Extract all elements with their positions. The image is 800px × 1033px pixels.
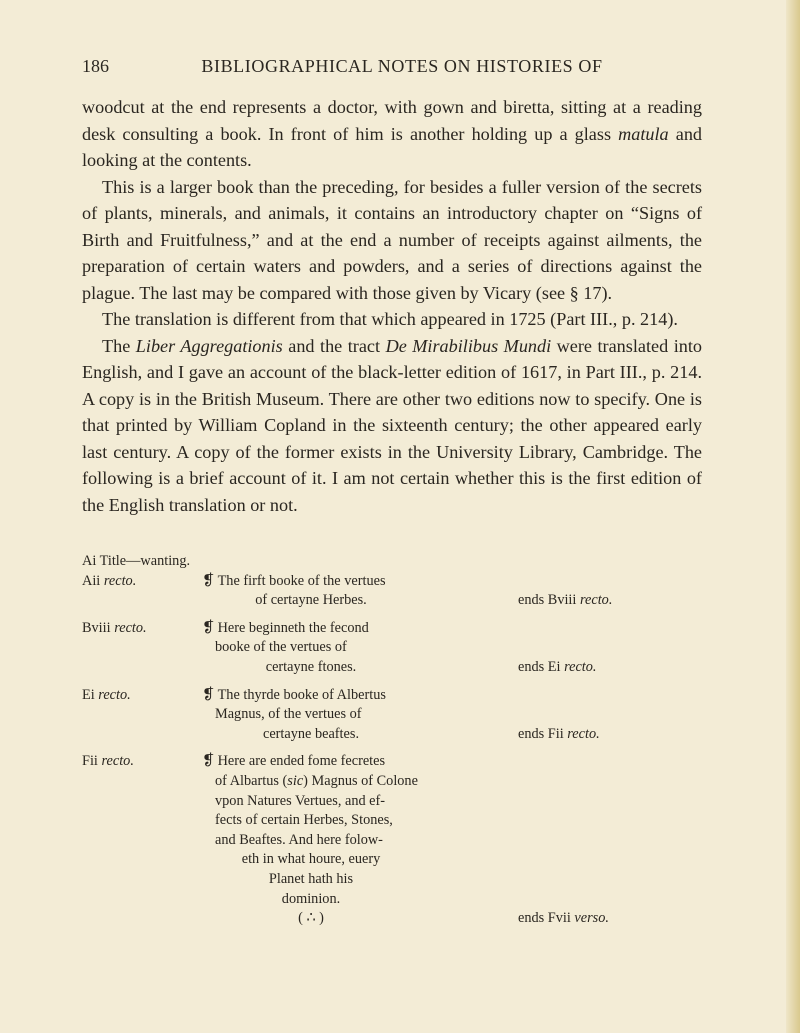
italic-sic: sic (287, 772, 304, 789)
collation-list (82, 552, 722, 929)
collation-row (82, 572, 722, 611)
signature: Ei recto. (82, 686, 131, 703)
paragraph-4 (82, 333, 702, 519)
text-segment: and looking at the contents. (82, 123, 703, 170)
section-description: ❡ The thyrde booke of Albertus Magnus, of the vertues of certayne beaftes. (202, 686, 386, 742)
italic-title-de-mirabilibus: De Mirabilibus Mundi (385, 335, 552, 356)
text-segment: and the tract (282, 335, 386, 356)
running-head: BIBLIOGRAPHICAL NOTES ON HISTORIES OF (201, 56, 603, 76)
signature: Bviii recto. (82, 619, 147, 636)
text-segment: woodcut at the end represents a doctor, with gown and biretta, sitting at a reading desk consulting a book. In front of him is another holding up a glass (82, 97, 702, 144)
ends-reference: ends Bviii recto. (518, 592, 613, 609)
paragraph-3 (82, 306, 702, 333)
signature: Fii recto. (82, 753, 134, 770)
collation-row (82, 619, 722, 678)
end-mark: ( ∴ ) (298, 910, 324, 927)
pilcrow-icon: ❡ (202, 619, 215, 636)
signature: Aii recto. (82, 572, 137, 589)
section-description: ❡ Here are ended fome fecretes of Albartus (sic) Magnus of Colone vpon Natures Vertues, and ef- fects of certain Herbes, Stones, and Beaftes. And here folow- eth in what houre, euery Planet hath his dominion. ( ∴ ) (202, 752, 420, 928)
page-edge-shading (786, 0, 800, 1033)
page-number: 186 (82, 56, 109, 76)
page-header (82, 56, 722, 82)
paragraph-1 (82, 94, 702, 174)
italic-term-matula: matula (618, 123, 669, 144)
ends-reference: ends Fii recto. (518, 725, 600, 742)
collation-row (82, 752, 722, 928)
body-text (82, 94, 702, 518)
text-segment: The translation is different from that which appeared in 1725 (Part III., p. 214). (102, 309, 678, 329)
collation-title: Ai Title—wanting. (82, 553, 191, 569)
pilcrow-icon: ❡ (202, 753, 215, 770)
italic-title-liber: Liber Aggregationis (135, 335, 283, 356)
pilcrow-icon: ❡ (202, 686, 215, 703)
collation-row (82, 686, 722, 745)
section-description: ❡ The firft booke of the vertues of certayne Herbes. (202, 572, 386, 609)
ends-reference: ends Ei recto. (518, 658, 597, 675)
paragraph-2 (82, 174, 702, 307)
section-description: ❡ Here beginneth the fecond booke of the vertues of certayne ftones. (202, 619, 369, 675)
text-segment: This is a larger book than the preceding, for besides a fuller version of the secrets of plants, minerals, and animals, it contains an introductory chapter on “Signs of Birth and Fruitfulness,” and at the end a number of receipts against ailments, the preparation of certain waters and powders, and a series of directions against the plague. The last may be compared with those given by Vicary (see § 17). (82, 176, 702, 303)
pilcrow-icon: ❡ (202, 572, 215, 589)
text-segment: The (102, 335, 136, 356)
ends-reference: ends Fvii verso. (518, 910, 609, 927)
text-segment: were translated into English, and I gave an account of the black-letter edition of 1617, in Part III., p. 214. A copy is in the British Museum. There are other two editions now to specify. One is that printed by William Copland in the sixteenth century; the other appeared early last century. A copy of the former exists in the University Library, Cambridge. The following is a brief account of it. I am not certain whether this is the first edition of the English translation or not. (82, 335, 702, 515)
